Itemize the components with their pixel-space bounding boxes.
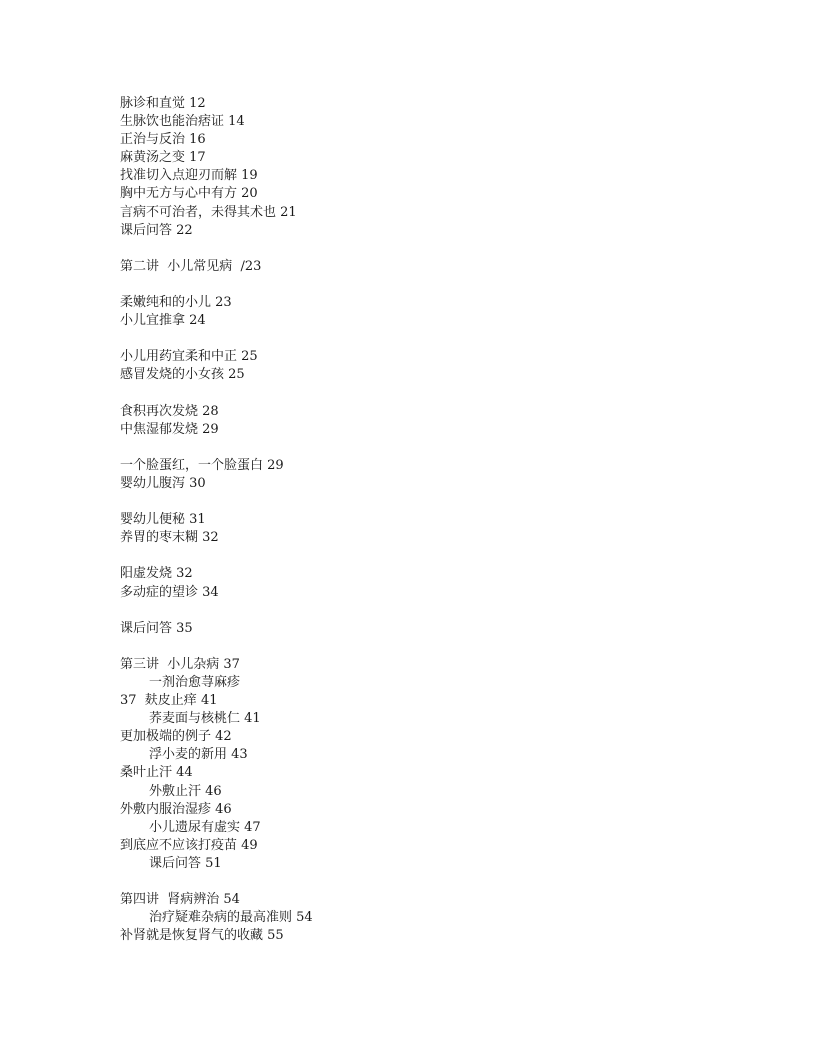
toc-entry: 食积再次发烧 28 [120,403,219,419]
toc-entry: 生脉饮也能治痞证 14 [120,114,245,130]
toc-entry: 第四讲 肾病辨治 54 [120,892,240,908]
toc-entry: 课后问答 35 [120,620,193,636]
toc-entry: 第二讲 小儿常见病 /23 [120,258,262,274]
toc-entry: 阳虚发烧 32 [120,566,193,582]
toc-entry: 婴幼儿便秘 31 [120,512,206,528]
toc-entry: 课后问答 51 [149,855,222,871]
blank-line [120,602,720,620]
toc-entry: 柔嫩纯和的小儿 23 [120,295,232,311]
toc-entry: 治疗疑难杂病的最高准则 54 [149,910,313,926]
toc-entry: 课后问答 22 [120,222,193,238]
blank-line [120,240,720,258]
blank-line [120,330,720,348]
toc-entry: 小儿用药宜柔和中正 25 [120,349,258,365]
toc-entry: 婴幼儿腹泻 30 [120,475,206,491]
toc-entry: 外敷内服治湿疹 46 [120,801,232,817]
table-of-contents [120,95,720,945]
toc-entry: 小儿遗尿有虚实 47 [149,819,261,835]
toc-entry: 浮小麦的新用 43 [149,747,248,763]
toc-entry: 养胃的枣末糊 32 [120,530,219,546]
toc-entry: 小儿宜推拿 24 [120,313,206,329]
toc-entry: 找准切入点迎刃而解 19 [120,168,258,184]
toc-entry: 胸中无方与心中有方 20 [120,186,258,202]
blank-line [120,439,720,457]
blank-line [120,547,720,565]
blank-line [120,873,720,891]
toc-entry: 中焦湿郁发烧 29 [120,421,219,437]
toc-entry: 一个脸蛋红，一个脸蛋白 29 [120,457,284,473]
toc-entry: 桑叶止汗 44 [120,765,193,781]
toc-entry: 感冒发烧的小女孩 25 [120,367,245,383]
toc-entry: 外敷止汗 46 [149,783,222,799]
toc-entry: 更加极端的例子 42 [120,729,232,745]
toc-entry: 第三讲 小儿杂病 37 [120,656,240,672]
toc-entry: 荞麦面与核桃仁 41 [149,711,261,727]
toc-entry: 言病不可治者，未得其术也 21 [120,204,297,220]
toc-entry: 到底应不应该打疫苗 49 [120,837,258,853]
toc-entry: 正治与反治 16 [120,132,206,148]
toc-entry: 多动症的望诊 34 [120,584,219,600]
toc-entry: 一剂治愈荨麻疹 [149,675,241,690]
toc-entry: 补肾就是恢复肾气的收藏 55 [120,928,284,944]
blank-line [120,638,720,656]
toc-entry: 37 麸皮止痒 41 [120,693,218,709]
blank-line [120,493,720,511]
toc-entry: 脉诊和直觉 12 [120,96,206,111]
toc-entry: 麻黄汤之变 17 [120,150,206,166]
blank-line [120,276,720,294]
blank-line [120,385,720,403]
